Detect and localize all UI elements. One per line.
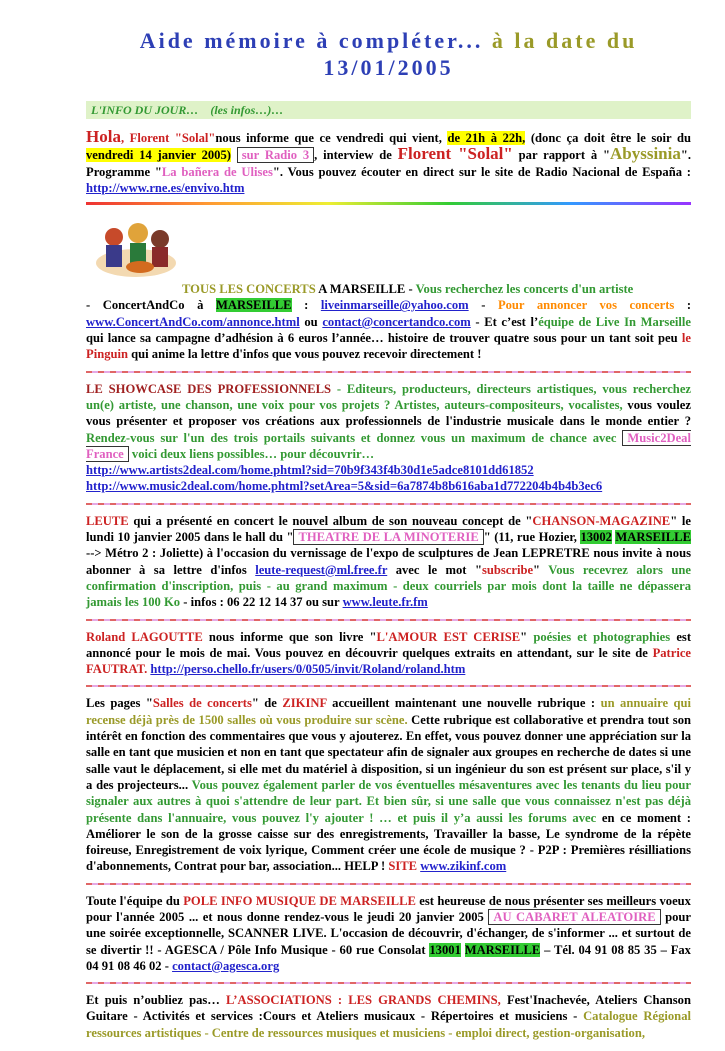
title-date-label: à la date du	[491, 28, 638, 53]
hola-paragraph: Hola, Florent "Solal"nous informe que ce vendredi qui vient, de 21h à 22h, (donc ça doit être le soir du vendredi 14 janvier 2005) sur Radio 3 , interview de Florent "Solal" par rapport à "Abyssinia". Programme "La bañera de Ulises". Vous pouvez écouter en direct sur le site de Radio Nacional de España : http://www.rne.es/envivo.htm	[86, 127, 691, 195]
title-main: Aide mémoire à compléter...	[139, 28, 484, 53]
section-divider	[86, 619, 691, 621]
roland-link[interactable]: http://perso.chello.fr/users/0/0505/invit/Roland/roland.htm	[150, 662, 466, 677]
section-divider	[86, 371, 691, 373]
concertandco-link[interactable]: www.ConcertAndCo.com/annonce.html	[86, 314, 300, 329]
artists2deal-link[interactable]: http://www.artists2deal.com/home.phtml?sid=70b9f343f4b30d1e5adce8101dd61852	[86, 463, 534, 478]
zikinf-paragraph: Les pages "Salles de concerts" de ZIKINF accueillent maintenant une nouvelle rubrique : un annuaire qui recense déjà près de 1500 salles où vous produire sur scène. Cette rubrique est collaborative et prendra tout son intérêt en fonction des commentaires que vous y ajouterez. En effet, vous pouvez donner une appréciation sur la salle en tant que musicien et non en tant que spectateur afin de signaler aux groupes en recherche de dates si une salle vaut le déplacement, si elle met du matériel à disposition, si un ingénieur du son est présent sur place, s'il y a des projecteurs... Vous pouvez également parler de vos éventuelles mésaventures avec les tenants du lieu pour signaler aux autres à quoi s'attendre de leur part. Et bien sûr, si une salle que vous connaissez n'est pas déjà présente dans l'annuaire, vous pouvez l'y ajouter ! … et puis il y’a aussi les forums avec en ce moment : Améliorer le son de la grosse caisse sur des enregistrements, Travailler la basse, Le syndrome de la répète foireuse, Enregistrement de voix lyrique, Comment créer une école de musique ? - P2P : Premières résilliations d'abonnements, Contrat pour bar, association... HELP ! SITE www.zikinf.com	[86, 696, 692, 874]
leute-paragraph: LEUTE qui a présenté en concert le nouvel album de son nouveau concept de "CHANSON-MAGAZINE" le lundi 10 janvier 2005 dans le hall du " THEATRE DE LA MINOTERIE " (11, rue Hozier, 13002 MARSEILLE --> Métro 2 : Joliette) à l'occasion du vernissage de l'expo de sculptures de Jean LEPRETRE nous invite à nous abonner à sa lettre d'infos leute-request@ml.free.fr avec le mot "subscribe" Vous recevrez alors une confirmation d'inscription, puis - au grand maximum - deux courriels par mois dont la taille ne dépassera jamais les 100 Ko - infos : 06 22 12 14 37 ou sur www.leute.fr.fm	[86, 513, 691, 610]
section-divider	[86, 503, 691, 505]
music2deal-link[interactable]: http://www.music2deal.com/home.phtml?setArea=5&sid=6a7874b8b616aba1d772204b4b4b3ec6	[86, 479, 603, 494]
concerts-paragraph: TOUS LES CONCERTS A MARSEILLE - Vous recherchez les concerts d'un artiste - ConcertAndCo à MARSEILLE : liveinmarseille@yahoo.com - Pour annoncer vos concerts : www.ConcertAndCo.com/annonce.html ou contact@concertandco.com - Et c’est l’équipe de Live In Marseille qui lance sa campagne d’adhésion à 6 euros l’année… histoire de trouver quatre sous pour un tant soit peu le Pinguin qui anime la lettre d'infos que vous pouvez recevoir directement !	[86, 282, 692, 362]
leute-email-link[interactable]: leute-request@ml.free.fr	[255, 562, 388, 577]
showcase-paragraph: LE SHOWCASE DES PROFESSIONNELS - Editeurs, producteurs, directeurs artistiques, vous recherchez un(e) artiste, une chanson, une voix pour vos projets ? Artistes, auteurs-compositeurs, vocalistes, vous voulez vous présenter et proposer vos créations aux professionnels de l'industrie musicale dans le monde entier ? Rendez-vous sur l'un des trois portails suivants et donnez vous un maximum de chance avec Music2Deal France voici deux liens possibles… pour découvrir… http://www.artists2deal.com/home.phtml?sid=70b9f343f4b30d1e5adce8101dd61852 http://www.music2deal.com/home.phtml?setArea=5&sid=6a7874b8b616aba1d772204b4b4b3ec6	[86, 381, 691, 494]
title-date: 13/01/2005	[323, 55, 454, 80]
cartoon-band-image	[90, 219, 182, 281]
pole-paragraph: Toute l'équipe du POLE INFO MUSIQUE DE MARSEILLE est heureuse de nous présenter ses meilleurs voeux pour l'année 2005 ... et nous donne rendez-vous le jeudi 20 janvier 2005 AU CABARET ALEATOIRE pour une soirée exceptionnelle, SCANNER LIVE. L'occasion de découvrir, d'échanger, de s'informer ... et surtout de se divertir !! - AGESCA / Pôle Info Musique - 60 rue Consolat 13001 MARSEILLE – Tél. 04 91 08 85 35 – Fax 04 91 08 46 02 - contact@agesca.org	[86, 893, 692, 973]
concertandco-email-link[interactable]: contact@concertandco.com	[322, 314, 471, 329]
rne-link[interactable]: http://www.rne.es/envivo.htm	[86, 180, 245, 195]
rainbow-divider	[86, 202, 691, 205]
info-banner: L'INFO DU JOUR… (les infos…)…	[86, 101, 691, 119]
page-title	[86, 27, 691, 81]
roland-paragraph: Roland LAGOUTTE nous informe que son livre "L'AMOUR EST CERISE" poésies et photographies est annoncé pour le mois de mai. Vous pouvez en découvrir quelques extraits en attendant, sur le site de Patrice FAUTRAT. http://perso.chello.fr/users/0/0505/invit/Roland/roland.htm	[86, 629, 692, 677]
agesca-email-link[interactable]: contact@agesca.org	[172, 958, 280, 973]
section-divider	[86, 685, 691, 687]
zikinf-link[interactable]: www.zikinf.com	[420, 859, 507, 874]
section-divider	[86, 982, 691, 984]
liveinmarseille-email-link[interactable]: liveinmarseille@yahoo.com	[320, 298, 469, 313]
leute-site-link[interactable]: www.leute.fr.fm	[342, 595, 428, 610]
assoc-paragraph: Et puis n’oubliez pas… L’ASSOCIATIONS : LES GRANDS CHEMINS, Fest'Inachevée, Ateliers Chanson Guitare - Activités et services :Cours et Ateliers musicaux - Répertoires et musiciens - Catalogue Régional ressources artistiques - Centre de ressources musiques et musiciens - emploi direct, gestion-organisation,	[86, 993, 691, 1040]
section-divider	[86, 883, 691, 885]
